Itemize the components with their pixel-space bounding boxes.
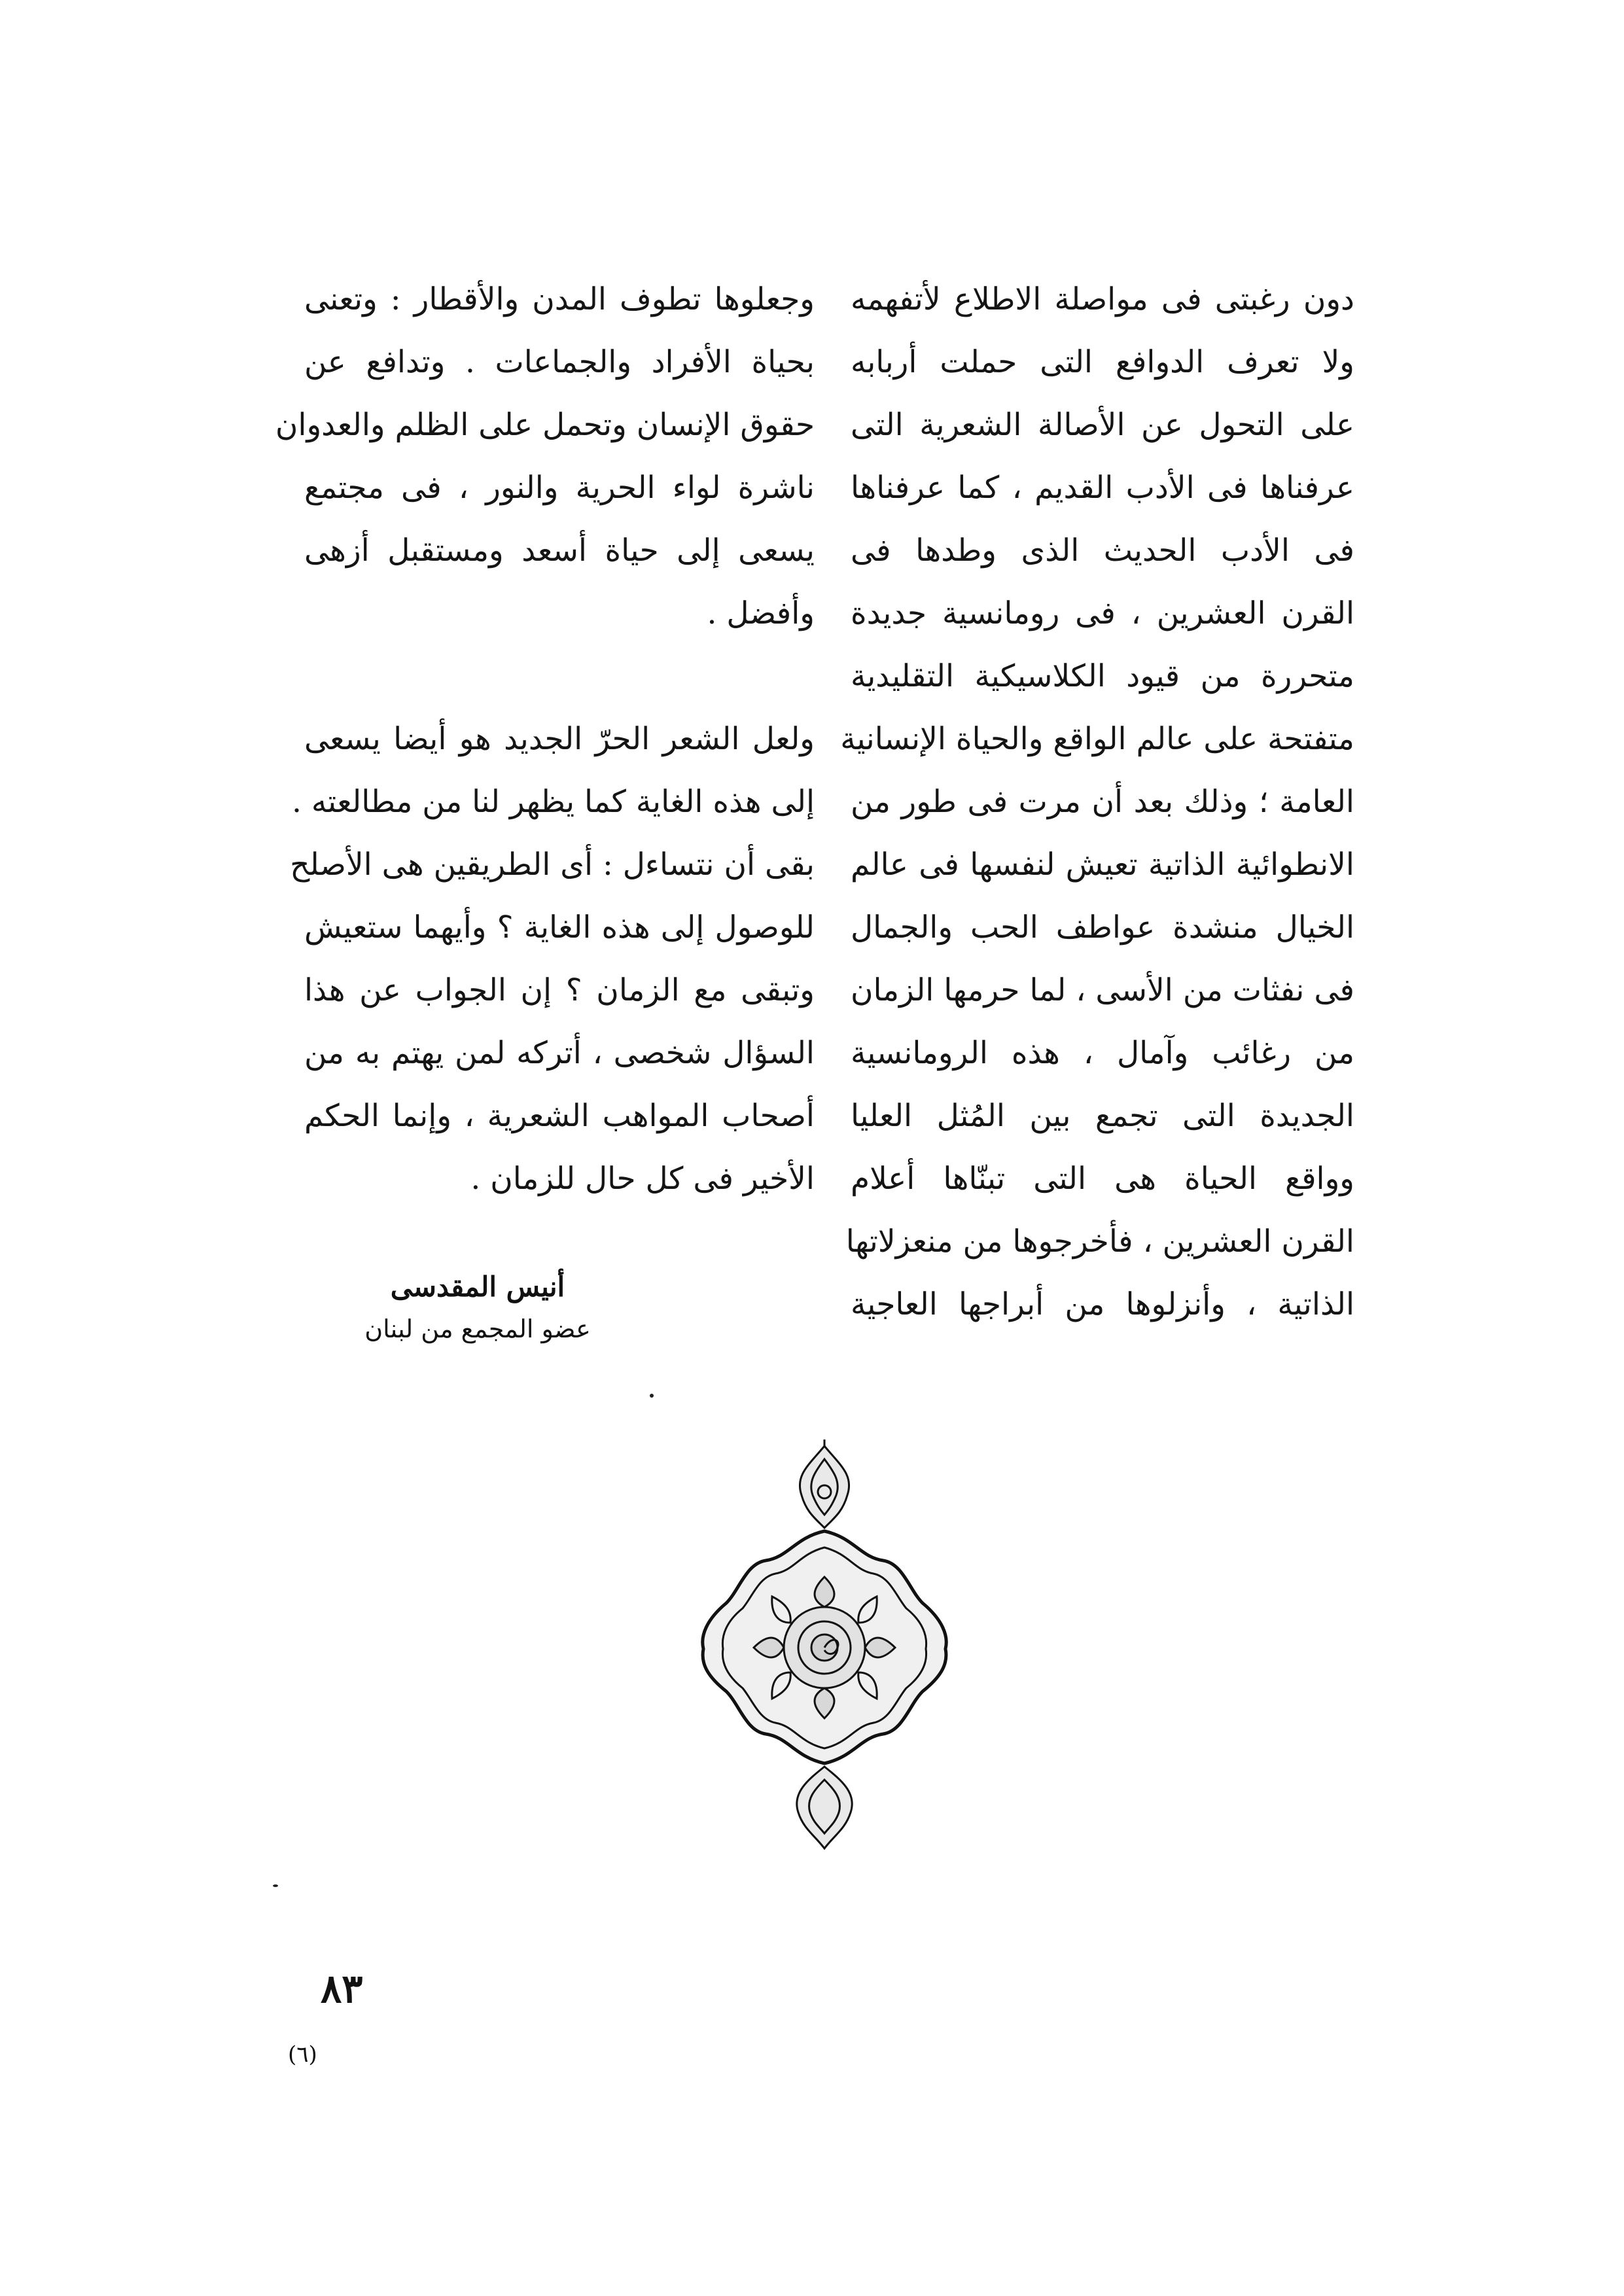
text-line: الانطوائية الذاتية تعيش لنفسها فى عالم (851, 847, 1354, 883)
text-line: ناشرة لواء الحرية والنور ، فى مجتمع (304, 470, 815, 506)
sheet-number: (٦) (288, 2041, 317, 2068)
text-line: وواقع الحياة هى التى تبنّاها أعلام (851, 1161, 1354, 1197)
text-line: فى نفثات من الأسى ، لما حرمها الزمان (851, 972, 1354, 1008)
print-speck (273, 1884, 278, 1887)
text-line: الذاتية ، وأنزلوها من أبراجها العاجية (851, 1286, 1354, 1322)
right-column (840, 268, 1354, 1336)
text-line: بحياة الأفراد والجماعات . وتدافع عن (304, 344, 815, 380)
text-line: القرن العشرين ، فى رومانسية جديدة (851, 595, 1354, 631)
text-line: من رغائب وآمال ، هذه الرومانسية (851, 1035, 1354, 1071)
text-line: دون رغبتى فى مواصلة الاطلاع لأتفهمه (851, 281, 1354, 317)
text-line: وجعلوها تطوف المدن والأقطار : وتعنى (304, 281, 815, 317)
text-line: الأخير فى كل حال للزمان . (470, 1161, 815, 1197)
text-line: وأفضل . (707, 595, 815, 631)
text-line: بقى أن نتساءل : أى الطريقين هى الأصلح (290, 847, 815, 883)
text-line: عرفناها فى الأدب القديم ، كما عرفناها (851, 470, 1354, 506)
text-line: أصحاب المواهب الشعرية ، وإنما الحكم (304, 1098, 815, 1134)
author-title: عضو المجمع من لبنان (364, 1315, 591, 1343)
author-signature (340, 1266, 615, 1350)
arabesque-medallion-icon (694, 1439, 955, 1858)
text-line: متفتحة على عالم الواقع والحياة الإنسانية (840, 721, 1354, 757)
text-line: حقوق الإنسان وتحمل على الظلم والعدوان (275, 407, 815, 443)
text-line: للوصول إلى هذه الغاية ؟ وأيهما ستعيش (304, 910, 815, 945)
author-name: أنيس المقدسى (390, 1271, 565, 1303)
left-column (275, 268, 815, 1210)
print-speck (650, 1394, 654, 1398)
text-line: فى الأدب الحديث الذى وطدها فى (851, 533, 1354, 569)
text-line: العامة ؛ وذلك بعد أن مرت فى طور من (851, 784, 1354, 820)
text-line: ولا تعرف الدوافع التى حملت أربابه (851, 344, 1354, 380)
text-line: متحررة من قيود الكلاسيكية التقليدية (851, 658, 1354, 694)
text-line: الجديدة التى تجمع بين المُثل العليا (851, 1098, 1354, 1134)
text-line: على التحول عن الأصالة الشعرية التى (851, 407, 1354, 443)
page-number: ٨٣ (321, 1966, 363, 2012)
text-line: وتبقى مع الزمان ؟ إن الجواب عن هذا (304, 972, 815, 1008)
text-line: الخيال منشدة عواطف الحب والجمال (851, 910, 1354, 945)
text-line: إلى هذه الغاية كما يظهر لنا من مطالعته . (291, 784, 815, 820)
paragraph-gap (304, 645, 815, 708)
text-line: ولعل الشعر الحرّ الجديد هو أيضا يسعى (304, 721, 815, 757)
text-line: يسعى إلى حياة أسعد ومستقبل أزهى (304, 533, 815, 569)
text-line: السؤال شخصى ، أتركه لمن يهتم به من (304, 1035, 815, 1071)
text-line: القرن العشرين ، فأخرجوها من منعزلاتها (845, 1224, 1354, 1260)
